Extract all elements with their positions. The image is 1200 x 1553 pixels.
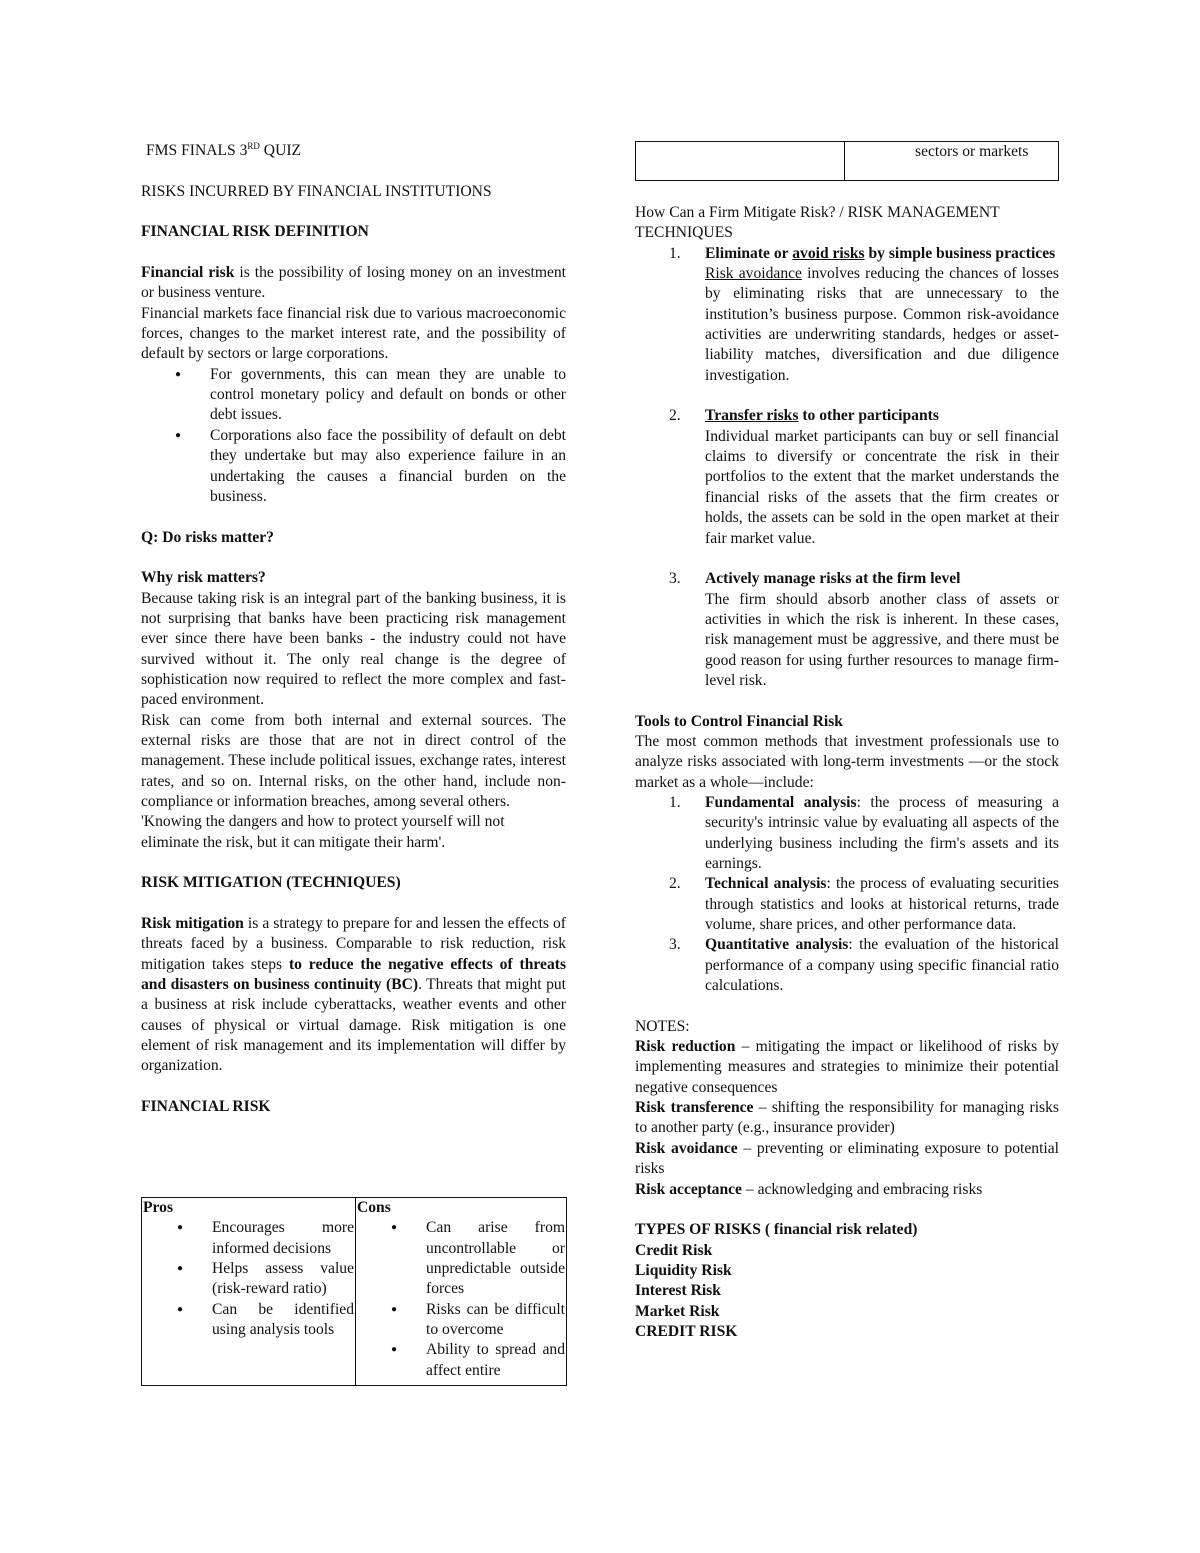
- cons-item: ● Risks can be difficult to overcome: [357, 1300, 565, 1341]
- definition-bullets: [141, 365, 566, 507]
- tool-term: Technical analysis: [705, 875, 827, 893]
- technique-body: The firm should absorb another class of assets or activities in which the risk is inherent. In these cases, risk management must be aggressive, and there must be good reason for using further resources to manage firm-level risk.: [705, 590, 1059, 689]
- pros-item: ● Helps assess value (risk-reward ratio): [143, 1259, 354, 1300]
- technique-item: [635, 569, 1059, 691]
- mitigation-text-2: . Threats that might put a business at risk include cyberattacks, weather events and other causes of physical or virtual damage. Risk mitigation is one element of risk management and its implementation will differ by organization.: [141, 976, 566, 1075]
- cons-label: Cons: [357, 1199, 391, 1216]
- tool-number: 1.: [669, 793, 681, 811]
- tool-item: [635, 935, 1059, 996]
- note-term: Risk acceptance: [635, 1180, 742, 1198]
- why-heading: Why risk matters?: [141, 569, 266, 587]
- why-paragraph-2: Risk can come from both internal and external sources. The external risks are those that are not in direct control of the management. These include political issues, exchange rates, interest rates, and so on. Internal risks, on the other hand, include non-compliance or information breaches, among several others.: [141, 711, 566, 810]
- note-item: [635, 1098, 1059, 1139]
- technique-number: 2.: [669, 407, 681, 425]
- type-item: CREDIT RISK: [635, 1322, 738, 1340]
- mitigation-heading: RISK MITIGATION (TECHNIQUES): [141, 874, 401, 892]
- mitigation-paragraph: [141, 914, 566, 1077]
- technique-title-part: to other participants: [798, 407, 939, 425]
- definition-paragraph-2: Financial markets face financial risk due to various macroeconomic forces, changes to the market interest rate, and the possibility of default by sectors or large corporations.: [141, 304, 566, 363]
- continued-table-right-cell: [845, 142, 1059, 181]
- tool-text: : the process of measuring a security's intrinsic value by evaluating all aspects of the underlying business including the firm's assets and its earnings.: [705, 793, 1059, 872]
- cons-item: ● Ability to spread and affect entire: [357, 1340, 565, 1381]
- tool-number: 3.: [669, 936, 681, 954]
- definition-paragraph: [141, 263, 566, 304]
- continued-table-left-cell: [636, 142, 845, 181]
- pros-list: [143, 1218, 354, 1340]
- mitigation-text-1: is a strategy to prepare for and lessen the effects of threats faced by a business. Comparable to risk reduction, risk mitigation takes steps: [141, 915, 567, 973]
- mitigate-heading: How Can a Firm Mitigate Risk? / RISK MANAGEMENT TECHNIQUES: [635, 204, 1000, 242]
- pros-item: ● Can be identified using analysis tools: [143, 1300, 354, 1341]
- cons-list: [357, 1218, 565, 1381]
- tool-number: 2.: [669, 875, 681, 893]
- technique-number: 3.: [669, 570, 681, 588]
- mitigation-term: Risk mitigation: [141, 915, 244, 933]
- technique-title-part: by simple business practices: [864, 244, 1056, 262]
- note-item: [635, 1139, 1059, 1180]
- technique-body: involves reducing the chances of losses by eliminating risks that are unnecessary to the institution’s business purpose. Common risk-avoidance activities are underwriting standards, hedges or asset-liability matches, diversification and due diligence investigation.: [705, 265, 1059, 384]
- technique-item: [635, 406, 1059, 548]
- type-item: Interest Risk: [635, 1282, 721, 1300]
- technique-body: Individual market participants can buy or sell financial claims to diversify or concentrate the risk in their portfolios to the extent that the market understands the financial risks of the assets that the firm creates or holds, the assets can be sold in the open market at their fair market value.: [705, 427, 1059, 547]
- definition-term: Financial risk: [141, 264, 235, 282]
- techniques-list: [635, 244, 1059, 386]
- question-heading: Q: Do risks matter?: [141, 528, 274, 546]
- quiz-title: [141, 141, 566, 161]
- notes-label: NOTES:: [635, 1017, 690, 1035]
- note-item: [635, 1037, 1059, 1098]
- section-title: RISKS INCURRED BY FINANCIAL INSTITUTIONS: [141, 182, 492, 200]
- quiz-title-tail: QUIZ: [259, 142, 302, 159]
- techniques-list-2: [635, 406, 1059, 548]
- technique-title-part: Actively manage risks at the firm level: [705, 570, 961, 588]
- tools-intro: The most common methods that investment professionals use to analyze risks associated with long-term investments —or the stock market as a whole—include:: [635, 732, 1059, 791]
- tool-text: : the process of evaluating securities through statistics and looks at historical returns, trade volume, share prices, and other performance data.: [705, 875, 1059, 934]
- technique-title-underlined: Transfer risks: [705, 407, 799, 425]
- continued-table: [635, 141, 1059, 181]
- right-column: [635, 141, 1059, 1342]
- why-paragraph-1: Because taking risk is an integral part of the banking business, it is not surprising that banks have been practicing risk management ever since there have been banks - the industry could not have survived without it. The only real change is the degree of sophistication now required to reflect the more complex and fast-paced environment.: [141, 589, 566, 709]
- note-item: [635, 1180, 1059, 1200]
- tool-item: [635, 793, 1059, 874]
- technique-title-part: Eliminate or: [705, 244, 793, 262]
- note-text: – mitigating the impact or likelihood of risks by implementing measures and strategies to minimize their potential negative consequences: [635, 1038, 1059, 1096]
- note-term: Risk transference: [635, 1099, 754, 1117]
- types-heading: TYPES OF RISKS ( financial risk related): [635, 1221, 918, 1239]
- pros-cell: [142, 1198, 356, 1386]
- techniques-list-3: [635, 569, 1059, 691]
- bullet-item: ● Corporations also face the possibility of default on debt they undertake but may also experience failure in an undertaking the causes a financial burden on the business.: [141, 426, 566, 507]
- pros-item: ● Encourages more informed decisions: [143, 1218, 354, 1259]
- note-text: – preventing or eliminating exposure to potential risks: [635, 1139, 1059, 1178]
- pros-label: Pros: [143, 1199, 174, 1216]
- tools-list: [635, 793, 1059, 996]
- left-column: [141, 141, 566, 1118]
- type-item: Liquidity Risk: [635, 1261, 732, 1279]
- note-term: Risk reduction: [635, 1038, 736, 1056]
- technique-title-underlined: avoid risks: [792, 244, 865, 262]
- note-text: – shifting the responsibility for managing risks to another party (e.g., insurance provider): [635, 1099, 1059, 1137]
- note-term: Risk avoidance: [635, 1139, 738, 1157]
- definition-text: is the possibility of losing money on an investment or business venture.: [141, 264, 566, 302]
- technique-number: 1.: [669, 244, 681, 262]
- quiz-title-text: FMS FINALS 3: [146, 142, 248, 159]
- note-text: – acknowledging and embracing risks: [741, 1180, 983, 1198]
- cons-item: ● Can arise from uncontrollable or unpredictable outside forces: [357, 1218, 565, 1299]
- quiz-title-superscript: RD: [247, 141, 260, 151]
- financial-risk-heading: FINANCIAL RISK: [141, 1098, 271, 1116]
- tools-heading: Tools to Control Financial Risk: [635, 712, 843, 730]
- technique-item: [635, 244, 1059, 386]
- why-quote: 'Knowing the dangers and how to protect yourself will not eliminate the risk, but it can mitigate their harm'.: [141, 813, 505, 851]
- technique-lead: Risk avoidance: [705, 265, 802, 283]
- tool-term: Fundamental analysis: [705, 793, 857, 811]
- cons-cell: [356, 1198, 567, 1386]
- continued-table-text: sectors or markets: [915, 143, 1029, 160]
- tool-item: [635, 874, 1059, 935]
- mitigation-bold: to reduce the negative effects of threats and disasters on business continuity (BC): [141, 955, 567, 994]
- type-item: Market Risk: [635, 1302, 720, 1320]
- pros-cons-table: [141, 1197, 567, 1386]
- bullet-item: ● For governments, this can mean they are unable to control monetary policy and default on bonds or other debt issues.: [141, 365, 566, 426]
- tool-term: Quantitative analysis: [705, 936, 849, 954]
- type-item: Credit Risk: [635, 1241, 713, 1259]
- definition-heading: FINANCIAL RISK DEFINITION: [141, 223, 369, 241]
- tool-text: : the evaluation of the historical performance of a company using specific financial ratio calculations.: [705, 936, 1059, 995]
